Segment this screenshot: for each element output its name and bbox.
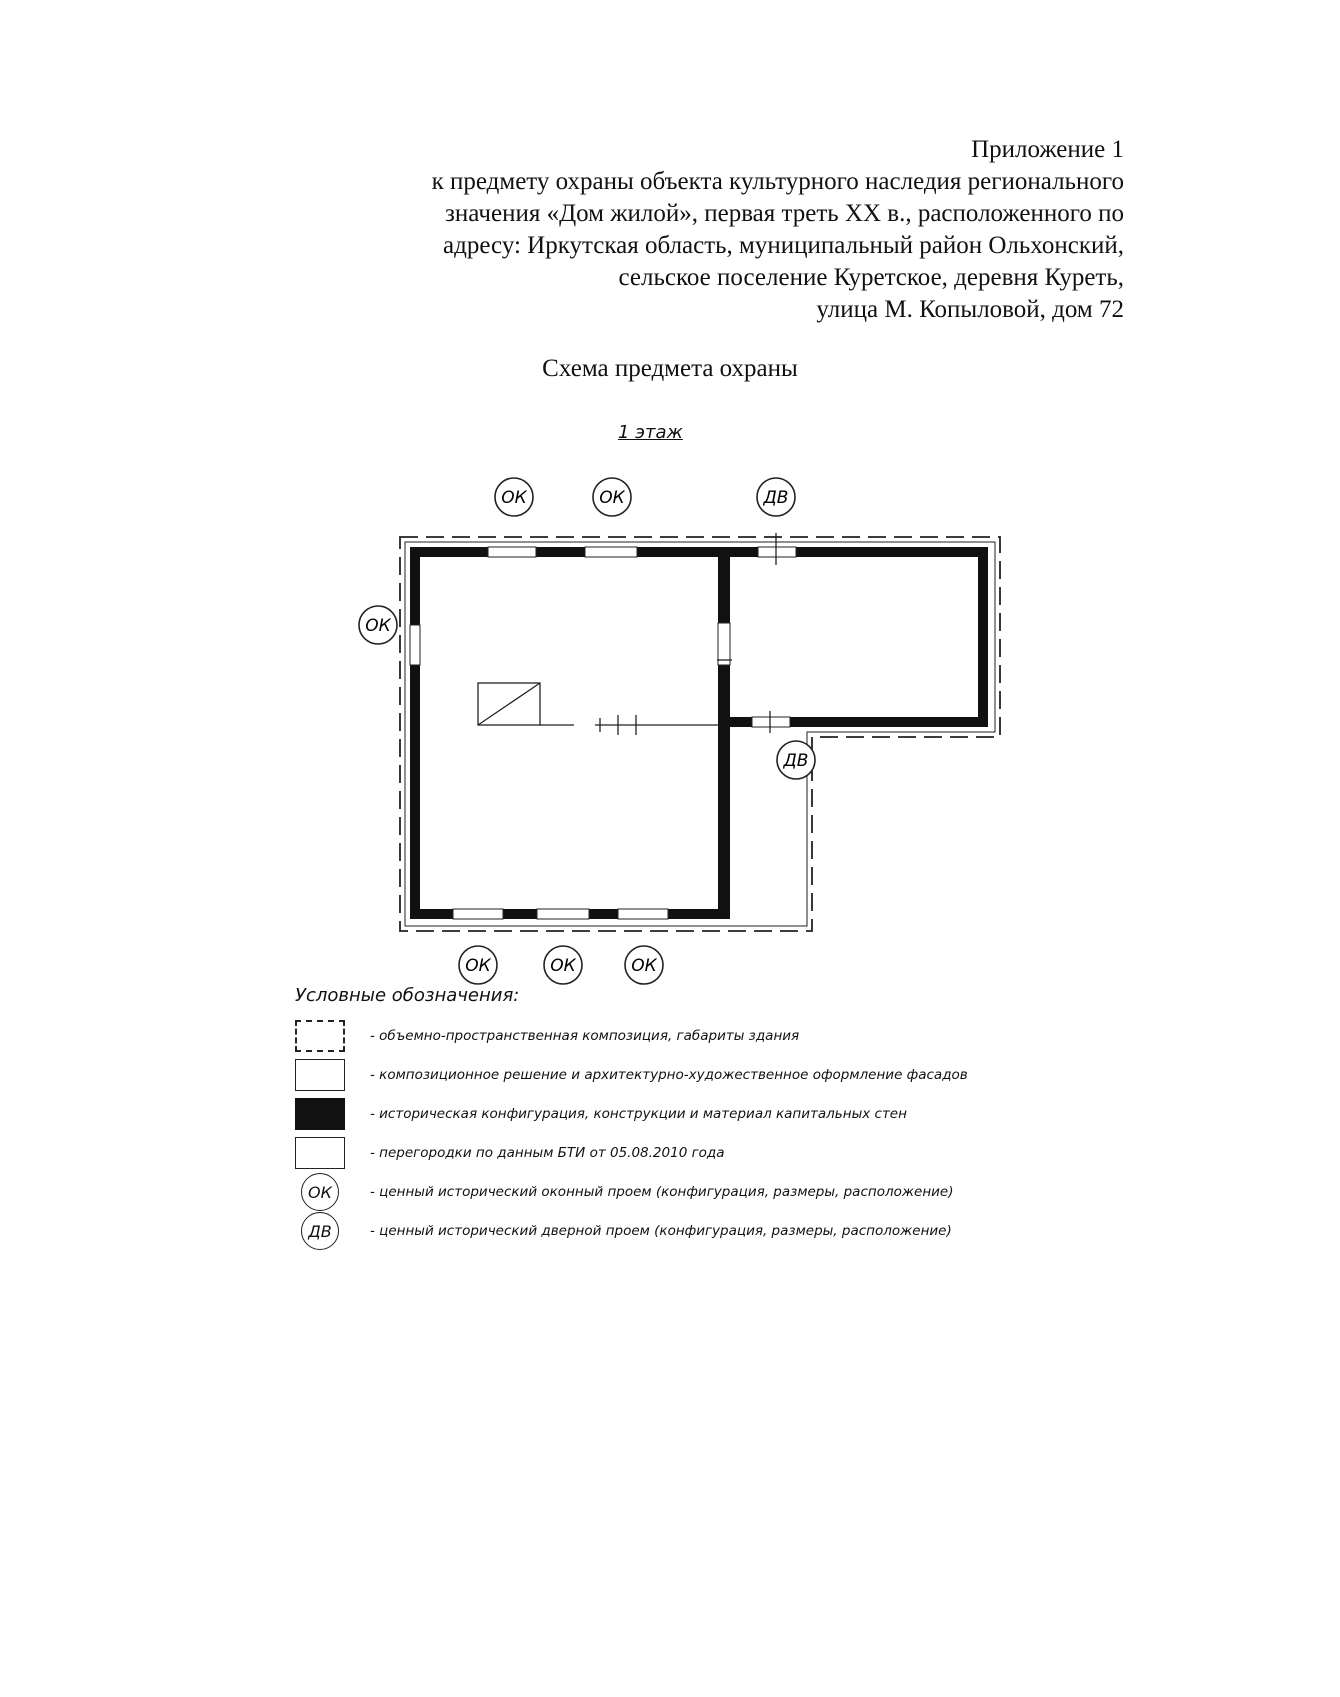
appendix-line-2: значения «Дом жилой», первая треть XX в., расположенного по [445,200,1124,227]
white-rect-symbol [295,1137,345,1169]
dashed-rect-symbol [295,1020,345,1052]
tag-window-top-1 [495,478,533,516]
capital-wall-main-left [410,547,420,919]
interior-partitions [478,533,776,735]
tag-window-left [359,606,397,644]
tag-door-annex [777,741,815,779]
scheme-title: Схема предмета охраны [542,355,798,382]
legend-item-capital-walls [295,1098,1175,1137]
legend-text: - композиционное решение и архитектурно-художественное оформление фасадов [370,1067,968,1083]
door-annex-bottom [752,717,790,727]
stove-diagonal [478,683,540,725]
capital-wall-main-top [410,547,730,557]
tag-label: ОК [550,956,576,976]
tag-label: ОК [501,488,527,508]
door-tag-symbol: ДВ [301,1212,339,1250]
legend-text: - историческая конфигурация, конструкции и материал капитальных стен [370,1106,907,1122]
legend-text: - ценный исторический дверной проем (конфигурация, размеры, расположение) [370,1223,952,1239]
legend-item-door [295,1215,1175,1254]
legend-item-envelope [295,1020,1175,1059]
legend-text: - перегородки по данным БТИ от 05.08.2010 года [370,1145,725,1161]
black-rect-symbol [295,1098,345,1130]
window-bottom-1 [453,909,503,919]
tag-window-top-2 [593,478,631,516]
floor-label: 1 этаж [618,422,683,443]
tag-window-bottom-1 [459,946,497,984]
tag-window-bottom-3 [625,946,663,984]
tag-label: ОК [365,616,391,636]
legend-item-window [295,1176,1175,1215]
tag-label: ОК [631,956,657,976]
tag-label: ДВ [763,488,789,508]
tag-label: ОК [599,488,625,508]
appendix-line-4: сельское поселение Куретское, деревня Куреть, [618,264,1124,291]
window-top-1 [488,547,536,557]
window-left [410,625,420,665]
door-annex-top [758,547,796,557]
legend-item-partitions [295,1137,1175,1176]
tag-window-bottom-2 [544,946,582,984]
legend [295,985,1175,1254]
window-top-2 [585,547,637,557]
tag-label: ОК [465,956,491,976]
legend-title: Условные обозначения: [295,985,520,1006]
tag-door-top [757,478,795,516]
appendix-line-3: адресу: Иркутская область, муниципальный район Ольхонский, [443,232,1124,259]
window-bottom-3 [618,909,668,919]
building-outline [400,537,1000,931]
window-bottom-2 [537,909,589,919]
appendix-line-1: к предмету охраны объекта культурного наследия регионального [431,168,1124,195]
opening-middle-wall [718,623,730,665]
appendix-title: Приложение 1 [971,136,1124,163]
legend-text: - объемно-пространственная композиция, габариты здания [370,1028,800,1044]
capital-wall-middle [718,547,730,919]
window-tag-symbol: ОК [301,1173,339,1211]
capital-wall-annex-right [978,547,988,727]
floor-plan [365,445,1040,976]
white-rect-symbol [295,1059,345,1091]
tag-label: ДВ [783,751,809,771]
legend-item-facade [295,1059,1175,1098]
window-openings [410,547,796,919]
appendix-line-5: улица М. Копыловой, дом 72 [816,296,1124,323]
legend-text: - ценный исторический оконный проем (конфигурация, размеры, расположение) [370,1184,954,1200]
building-outline-inner [405,542,995,926]
appendix-header [304,134,1124,326]
